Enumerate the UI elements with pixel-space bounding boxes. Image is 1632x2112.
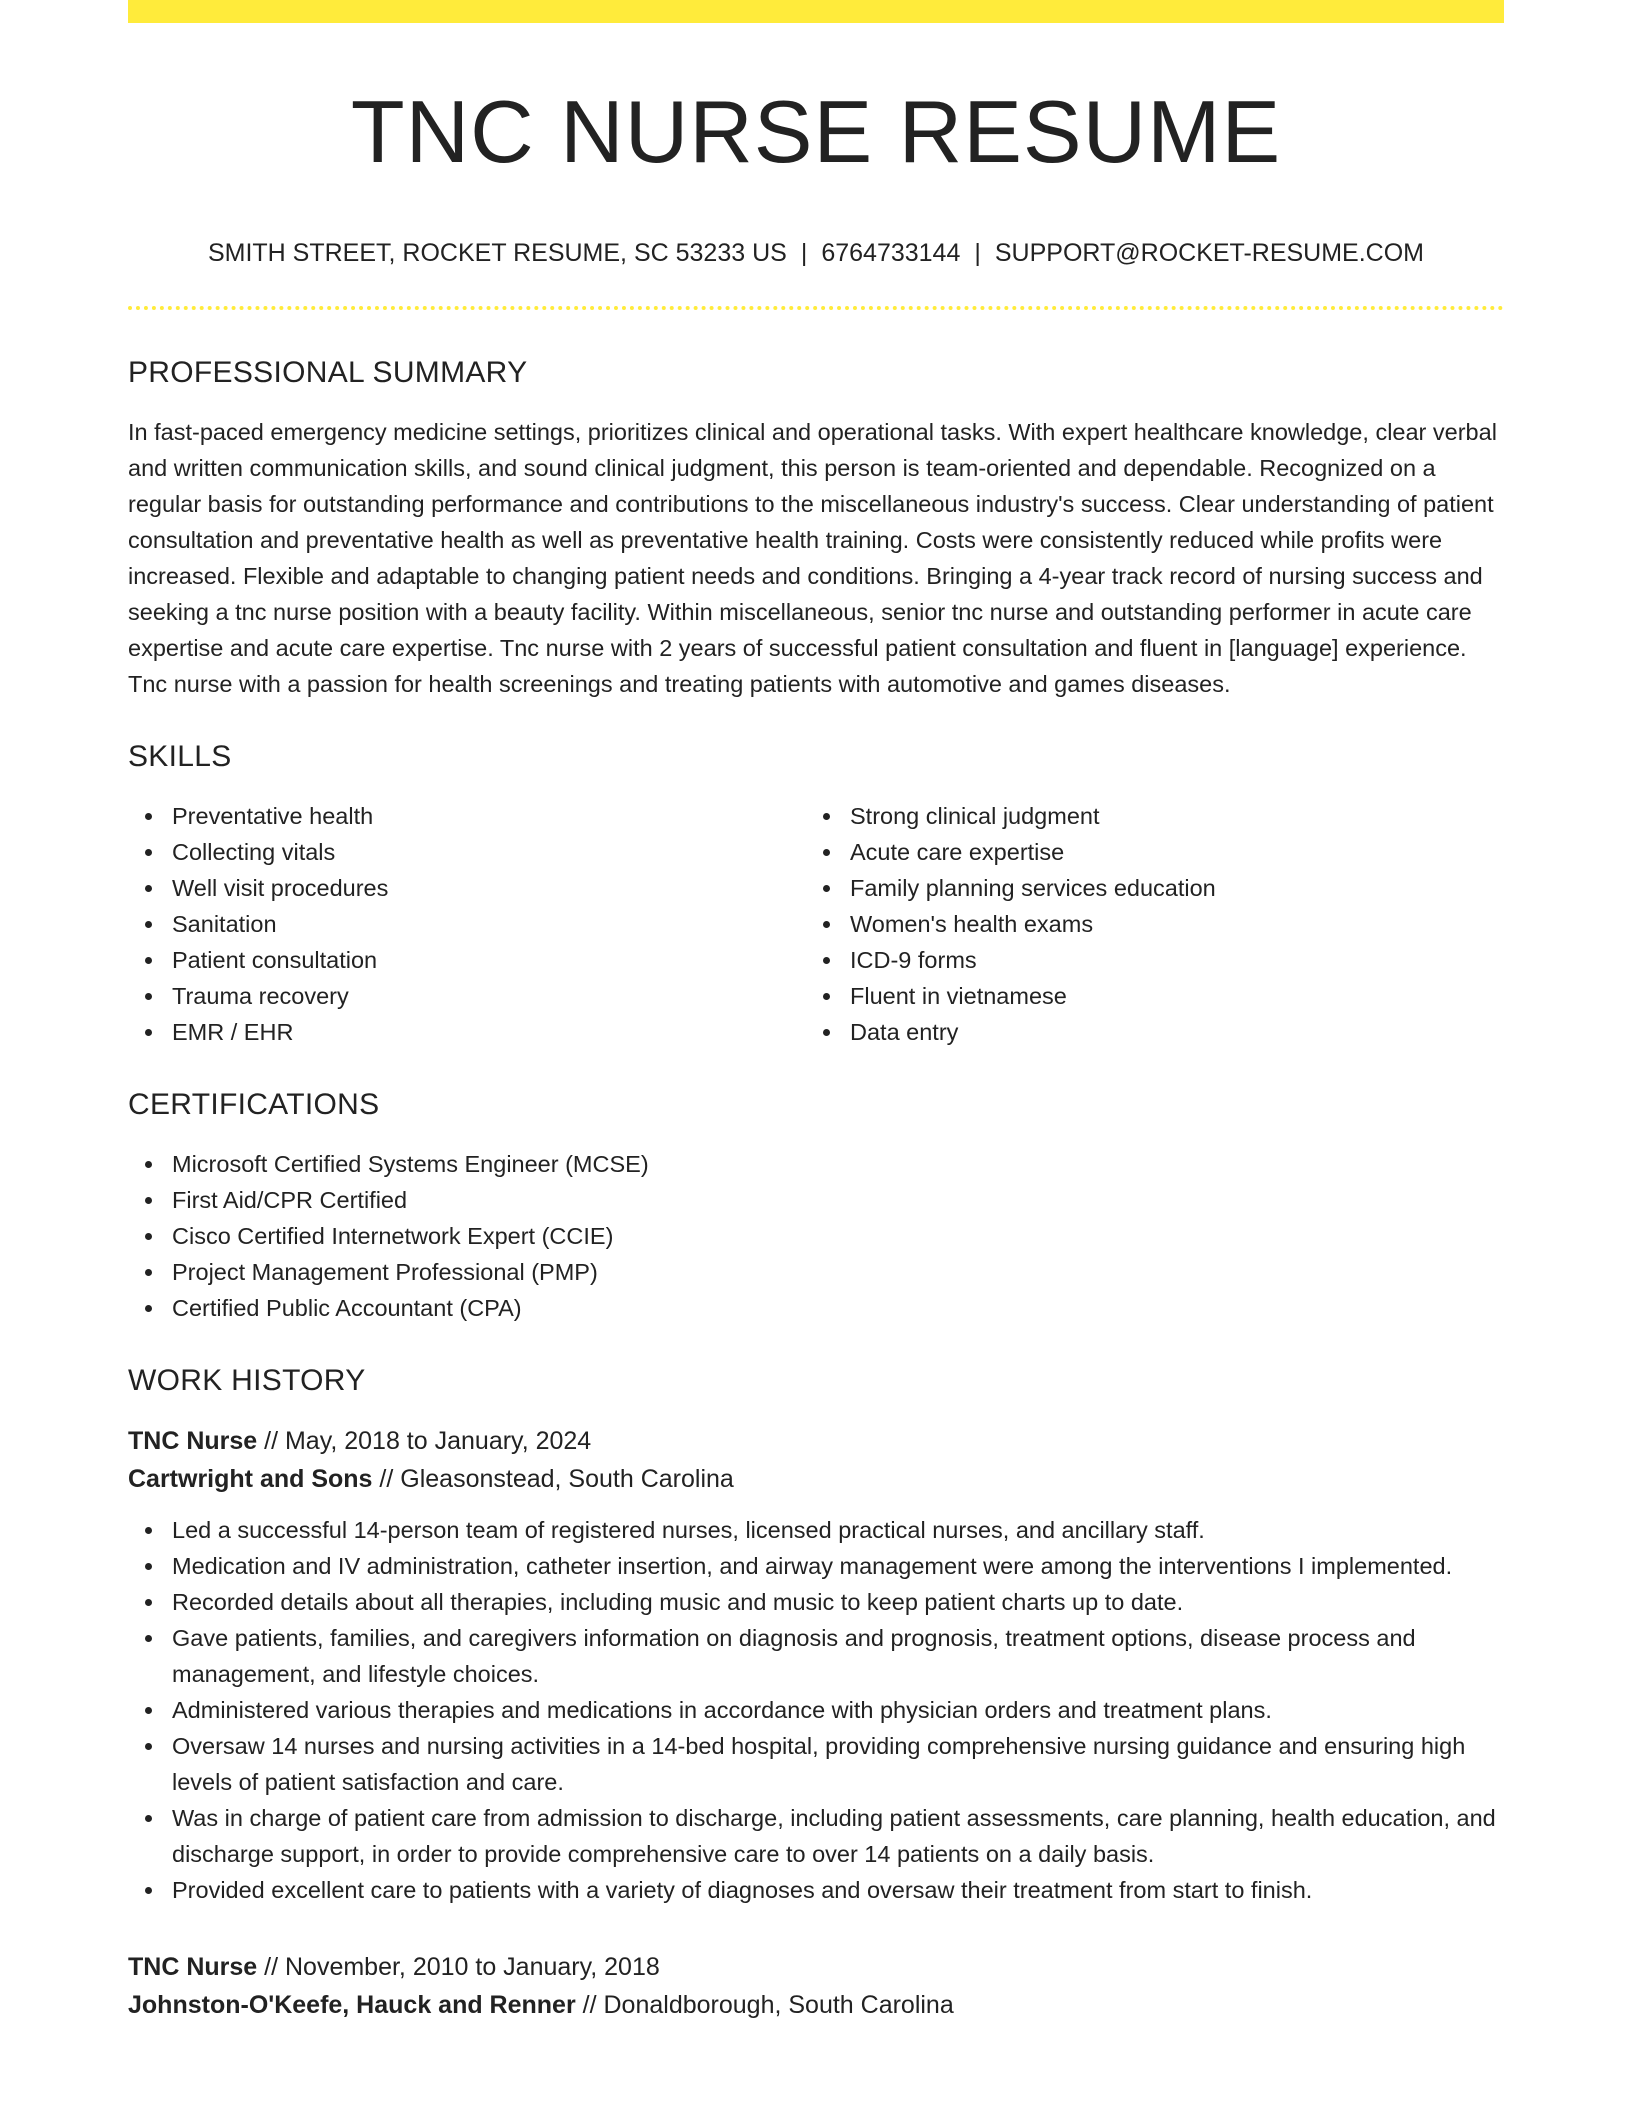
delimiter: // bbox=[575, 1990, 604, 2019]
skill-item: Family planning services education bbox=[806, 870, 1484, 906]
delimiter: // bbox=[372, 1464, 401, 1493]
job-role: TNC Nurse bbox=[128, 1426, 258, 1455]
certification-item: Cisco Certified Internetwork Expert (CCIE) bbox=[128, 1218, 1504, 1254]
job-dates: November, 2010 to January, 2018 bbox=[284, 1952, 660, 1981]
top-accent-bar bbox=[128, 0, 1504, 23]
job-role: TNC Nurse bbox=[128, 1952, 258, 1981]
job-bullet: Medication and IV administration, catheter insertion, and airway management were among the interventions I implemented. bbox=[128, 1548, 1504, 1584]
job-dates: May, 2018 to January, 2024 bbox=[284, 1426, 592, 1455]
skill-item: Preventative health bbox=[128, 798, 806, 834]
skill-item: Trauma recovery bbox=[128, 978, 806, 1014]
skills-list-left bbox=[128, 798, 806, 1050]
job-role-line bbox=[128, 1948, 1504, 1986]
address-text: SMITH STREET, ROCKET RESUME, SC 53233 US bbox=[207, 238, 787, 267]
job-entry bbox=[128, 1948, 1504, 2024]
skill-item: Data entry bbox=[806, 1014, 1484, 1050]
skill-item: Well visit procedures bbox=[128, 870, 806, 906]
skill-item: Women's health exams bbox=[806, 906, 1484, 942]
summary-heading: PROFESSIONAL SUMMARY bbox=[128, 355, 528, 389]
dotted-divider bbox=[128, 306, 1504, 310]
job-entry bbox=[128, 1422, 1504, 1908]
certifications-heading: CERTIFICATIONS bbox=[128, 1087, 380, 1121]
job-role-line bbox=[128, 1422, 1504, 1460]
phone-text: 6764733144 bbox=[821, 238, 961, 267]
skill-item: Sanitation bbox=[128, 906, 806, 942]
skills-grid bbox=[128, 798, 1504, 1050]
contact-line bbox=[128, 238, 1504, 267]
contact-separator: | bbox=[974, 238, 981, 267]
delimiter: // bbox=[257, 1426, 285, 1455]
job-company-line bbox=[128, 1986, 1504, 2024]
certification-item: Certified Public Accountant (CPA) bbox=[128, 1290, 1504, 1326]
resume-page bbox=[128, 0, 1504, 2024]
job-bullet: Was in charge of patient care from admission to discharge, including patient assessments, care planning, health education, and discharge support, in order to provide comprehensive care to over 14 patients on a daily basis. bbox=[128, 1800, 1504, 1872]
job-company-line bbox=[128, 1460, 1504, 1498]
delimiter: // bbox=[257, 1952, 285, 1981]
summary-paragraph: In fast-paced emergency medicine settings, prioritizes clinical and operational tasks. With expert healthcare knowledge, clear verbal and written communication skills, and sound clinical judgment, this person is team-oriented and dependable. Recognized on a regular basis for outstanding performance and contributions to the miscellaneous industry's success. Clear understanding of patient consultation and preventative health as well as preventative health training. Costs were consistently reduced while profits were increased. Flexible and adaptable to changing patient needs and conditions. Bringing a 4-year track record of nursing success and seeking a tnc nurse position with a beauty facility. Within miscellaneous, senior tnc nurse and outstanding performer in acute care expertise and acute care expertise. Tnc nurse with 2 years of successful patient consultation and fluent in [language] experience. Tnc nurse with a passion for health screenings and treating patients with automotive and games diseases. bbox=[128, 418, 1497, 697]
email-text: SUPPORT@ROCKET-RESUME.COM bbox=[994, 238, 1425, 267]
skill-item: Acute care expertise bbox=[806, 834, 1484, 870]
job-bullet: Recorded details about all therapies, including music and music to keep patient charts up to date. bbox=[128, 1584, 1504, 1620]
work-history-heading: WORK HISTORY bbox=[128, 1363, 366, 1397]
certification-item: Microsoft Certified Systems Engineer (MCSE) bbox=[128, 1146, 1504, 1182]
job-bullet: Provided excellent care to patients with a variety of diagnoses and oversaw their treatment from start to finish. bbox=[128, 1872, 1504, 1908]
skill-item: Collecting vitals bbox=[128, 834, 806, 870]
skill-item: Strong clinical judgment bbox=[806, 798, 1484, 834]
skills-heading: SKILLS bbox=[128, 739, 232, 773]
skill-item: Patient consultation bbox=[128, 942, 806, 978]
resume-title: TNC NURSE RESUME bbox=[350, 82, 1282, 181]
certifications-list bbox=[128, 1146, 1504, 1326]
skill-item: EMR / EHR bbox=[128, 1014, 806, 1050]
skills-list-right bbox=[806, 798, 1484, 1050]
job-bullet: Led a successful 14-person team of registered nurses, licensed practical nurses, and ancillary staff. bbox=[128, 1512, 1504, 1548]
job-location: Donaldborough, South Carolina bbox=[603, 1990, 954, 2019]
certification-item: First Aid/CPR Certified bbox=[128, 1182, 1504, 1218]
job-bullet: Oversaw 14 nurses and nursing activities in a 14-bed hospital, providing comprehensive nursing guidance and ensuring high levels of patient satisfaction and care. bbox=[128, 1728, 1504, 1800]
job-bullet: Administered various therapies and medications in accordance with physician orders and treatment plans. bbox=[128, 1692, 1504, 1728]
certification-item: Project Management Professional (PMP) bbox=[128, 1254, 1504, 1290]
job-location: Gleasonstead, South Carolina bbox=[400, 1464, 734, 1493]
skill-item: Fluent in vietnamese bbox=[806, 978, 1484, 1014]
job-company: Cartwright and Sons bbox=[128, 1464, 373, 1493]
job-bullets bbox=[128, 1512, 1504, 1908]
skill-item: ICD-9 forms bbox=[806, 942, 1484, 978]
job-bullet: Gave patients, families, and caregivers information on diagnosis and prognosis, treatment options, disease process and management, and lifestyle choices. bbox=[128, 1620, 1504, 1692]
job-company: Johnston-O'Keefe, Hauck and Renner bbox=[128, 1990, 576, 2019]
contact-separator: | bbox=[800, 238, 808, 267]
